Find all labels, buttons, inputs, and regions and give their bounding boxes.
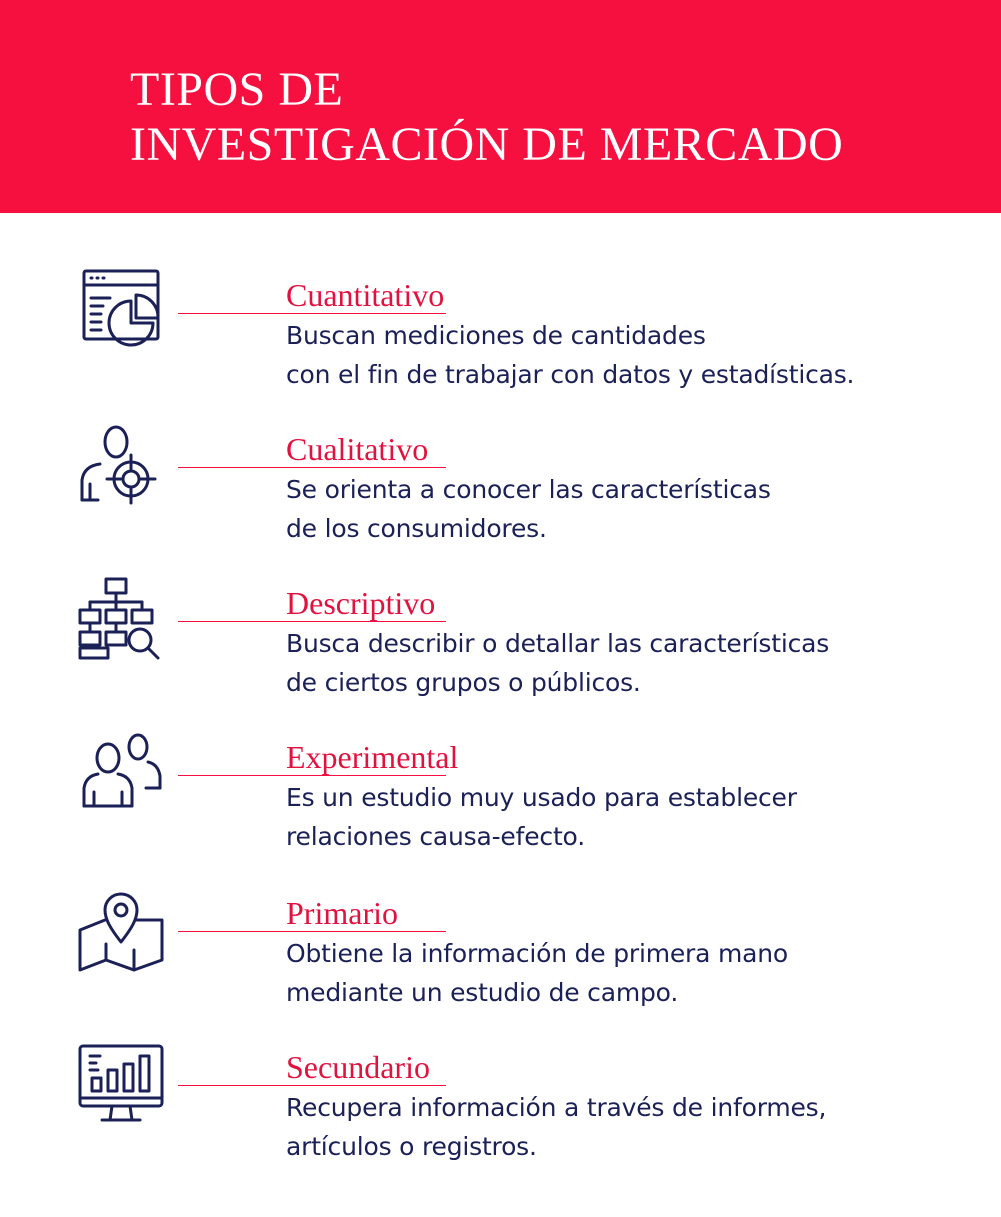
item-description-line: Se orienta a conocer las características — [286, 475, 771, 504]
list-item-primario — [0, 886, 1001, 1036]
item-description-line: Obtiene la información de primera mano — [286, 939, 789, 968]
page-title — [130, 62, 843, 172]
list-item-secundario — [0, 1040, 1001, 1190]
divider-line — [178, 621, 446, 622]
divider-line — [178, 931, 446, 932]
item-description-line: mediante un estudio de campo. — [286, 978, 679, 1007]
divider-line — [178, 467, 446, 468]
item-description — [286, 316, 854, 394]
item-title: Cuantitativo — [286, 277, 445, 313]
item-description-line: de los consumidores. — [286, 514, 547, 543]
list-item-experimental — [0, 730, 1001, 880]
item-description-line: relaciones causa-efecto. — [286, 822, 585, 851]
map-pin-icon — [76, 886, 166, 976]
users-icon — [76, 730, 166, 820]
item-title: Primario — [286, 895, 398, 931]
item-title: Cualitativo — [286, 431, 429, 467]
list-item-descriptivo — [0, 576, 1001, 726]
divider-line — [178, 775, 446, 776]
item-description-line: con el fin de trabajar con datos y estadísticas. — [286, 360, 855, 389]
item-title: Experimental — [286, 739, 459, 775]
item-description — [286, 624, 829, 702]
monitor-chart-icon — [76, 1040, 166, 1130]
item-description — [286, 934, 788, 1012]
page-title-line-1: TIPOS DE — [130, 63, 344, 116]
item-description — [286, 1088, 826, 1166]
hierarchy-search-icon — [76, 576, 166, 666]
item-title: Secundario — [286, 1049, 430, 1085]
item-description-line: Es un estudio muy usado para establecer — [286, 783, 797, 812]
divider-line — [178, 1085, 446, 1086]
list-item-cuantitativo — [0, 268, 1001, 418]
target-user-icon — [76, 422, 166, 512]
item-description-line: Recupera información a través de informes, — [286, 1093, 827, 1122]
item-description-line: Buscan mediciones de cantidades — [286, 321, 706, 350]
item-title: Descriptivo — [286, 585, 436, 621]
item-description-line: de ciertos grupos o públicos. — [286, 668, 641, 697]
item-description — [286, 778, 797, 856]
divider-line — [178, 313, 446, 314]
item-description-line: artículos o registros. — [286, 1132, 537, 1161]
page-title-line-2: INVESTIGACIÓN DE MERCADO — [130, 118, 844, 171]
item-description — [286, 470, 771, 548]
report-chart-icon — [76, 268, 166, 358]
header-banner — [0, 0, 1001, 213]
item-description-line: Busca describir o detallar las características — [286, 629, 830, 658]
list-item-cualitativo — [0, 422, 1001, 572]
